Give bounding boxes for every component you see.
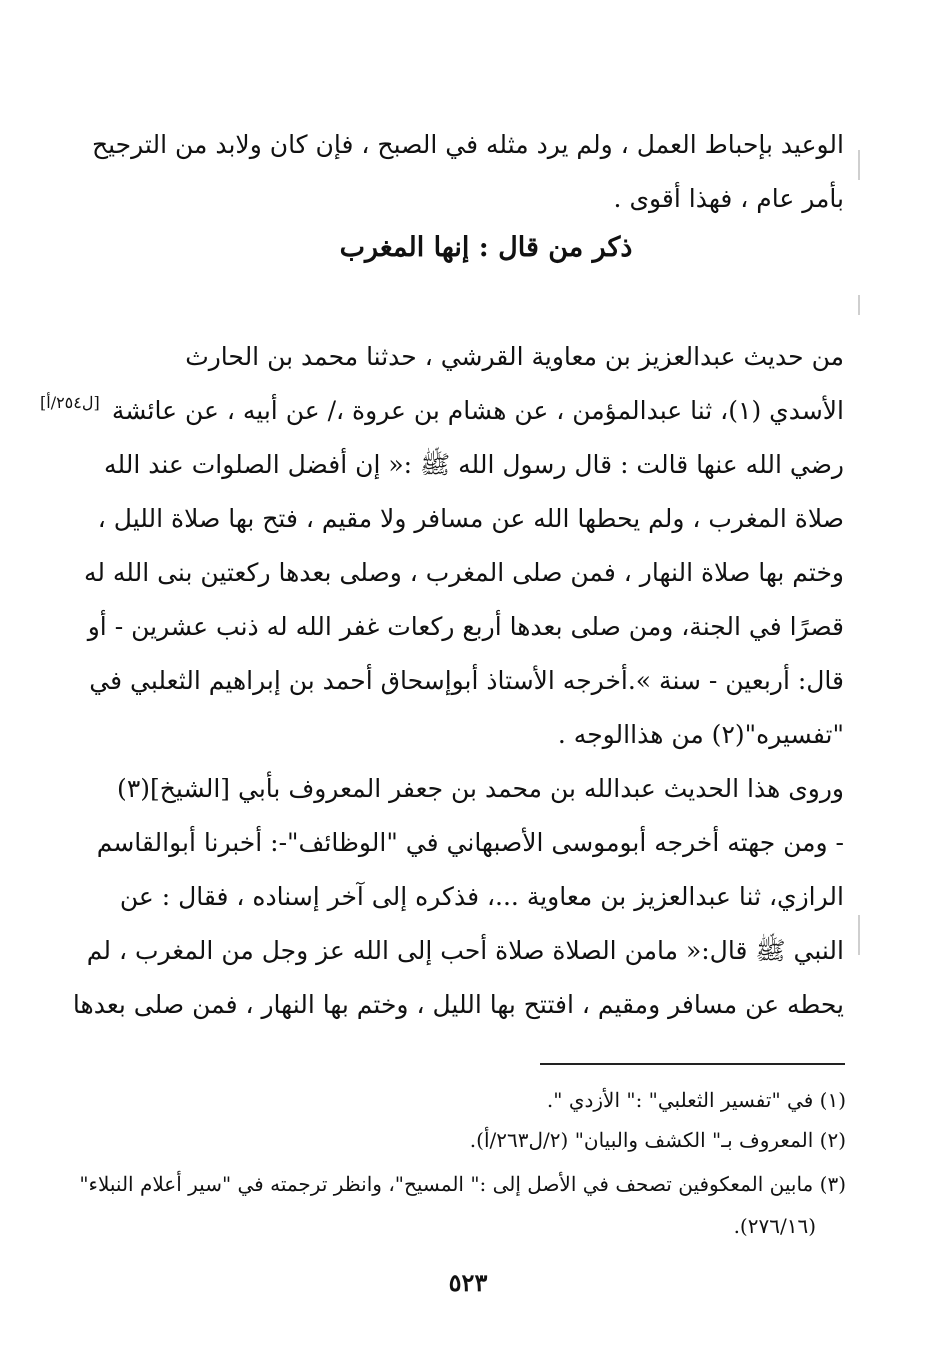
text-line: قال: أربعين - سنة ».أخرجه الأستاذ أبوإسحاق أحمد بن إبراهيم الثعلبي في: [89, 666, 844, 695]
text-line: رضي الله عنها قالت : قال رسول الله ﷺ :« إن أفضل الصلوات عند الله: [104, 450, 844, 479]
text-line: "تفسيره"(٢) من هذاالوجه .: [557, 720, 844, 749]
text-line: الرازي، ثنا عبدالعزيز بن معاوية ...، فذكره إلى آخر إسناده ، فقال : عن: [119, 882, 844, 911]
footnote: (٢) المعروف بـ" الكشف والبيان" (٢/ل٢٦٣/أ).: [469, 1128, 846, 1152]
footnote: (١) في "تفسير الثعلبي" :" الأزدي ".: [546, 1088, 846, 1112]
text-line: وختم بها صلاة النهار ، فمن صلى المغرب ، وصلى بعدها ركعتين بنى الله له: [83, 558, 844, 587]
text-line: يحطه عن مسافر ومقيم ، افتتح بها الليل ، وختم بها النهار ، فمن صلى بعدها: [72, 990, 844, 1019]
footnote-continuation: (٢٧٦/١٦).: [733, 1214, 816, 1238]
margin-mark-line: [858, 915, 860, 955]
page-number: ٥٢٣: [448, 1268, 488, 1297]
margin-mark-line: [858, 150, 860, 180]
footnote-separator: [540, 1063, 845, 1065]
text-line: النبي ﷺ قال:« مامن الصلاة صلاة أحب إلى الله عز وجل من المغرب ، لم: [86, 936, 844, 965]
text-line: الأسدي (١)، ثنا عبدالمؤمن ، عن هشام بن عروة ،/ عن أبيه ، عن عائشة: [111, 396, 844, 425]
text-line: بأمر عام ، فهذا أقوى .: [613, 184, 844, 213]
manuscript-folio-note: [ل٢٥٤/أ]: [40, 393, 100, 412]
text-line: صلاة المغرب ، ولم يحطها الله عن مسافر ولا مقيم ، فتح بها صلاة الليل ،: [97, 504, 844, 533]
text-line: الوعيد بإحباط العمل ، ولم يرد مثله في الصبح ، فإن كان ولابد من الترجيح: [92, 130, 844, 159]
text-line: قصرًا في الجنة، ومن صلى بعدها أربع ركعات غفر الله له ذنب عشرين - أو: [87, 612, 844, 641]
section-heading: ذكر من قال : إنها المغرب: [339, 232, 633, 263]
footnote: (٣) مابين المعكوفين تصحف في الأصل إلى :" المسيح"، وانظر ترجمته في "سير أعلام النبلاء": [79, 1172, 846, 1196]
text-line: من حديث عبدالعزيز بن معاوية القرشي ، حدثنا محمد بن الحارث: [185, 342, 844, 371]
text-line: - ومن جهته أخرجه أبوموسى الأصبهاني في "الوظائف"-: أخبرنا أبوالقاسم: [96, 828, 844, 857]
margin-mark-line: [858, 295, 860, 315]
text-line: وروى هذا الحديث عبدالله بن محمد بن جعفر المعروف بأبي [الشيخ](٣): [117, 774, 844, 803]
